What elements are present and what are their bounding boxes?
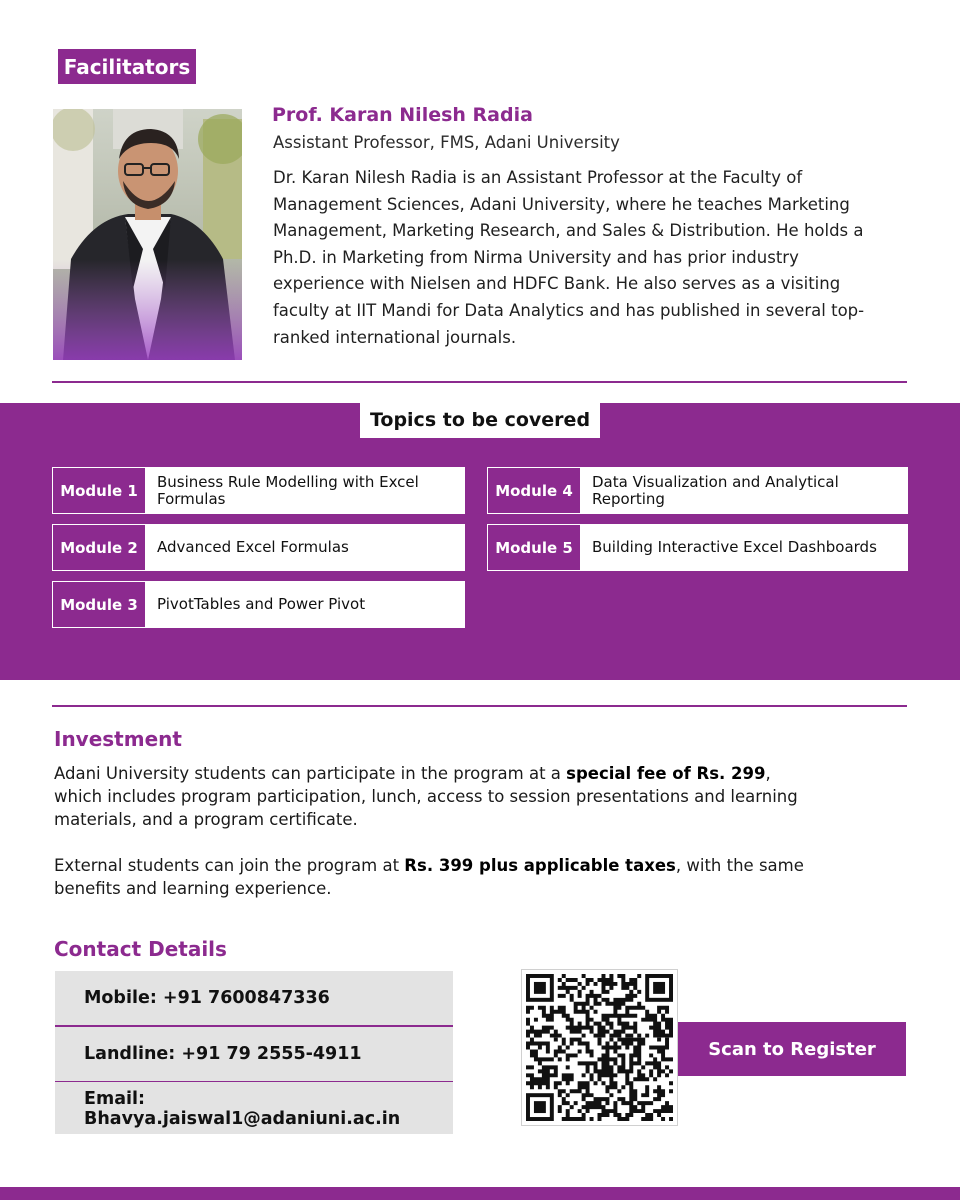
contact-email[interactable]: Email: Bhavya.jaiswal1@adaniuni.ac.in: [84, 1089, 401, 1129]
investment-fee-highlight: Rs. 399 plus applicable taxes: [404, 856, 676, 875]
investment-heading: Investment: [54, 727, 182, 751]
module-label: Module 2: [60, 538, 138, 557]
section-divider: [52, 381, 907, 383]
module-card: [487, 524, 908, 571]
module-card: [52, 467, 465, 514]
facilitator-photo: [53, 109, 242, 360]
contact-landline[interactable]: Landline: +91 79 2555-4911: [84, 1043, 362, 1064]
module-title: Building Interactive Excel Dashboards: [580, 525, 907, 570]
bottom-bar: [0, 1187, 960, 1200]
section-divider: [52, 705, 907, 707]
contact-box: [55, 971, 453, 1134]
module-title: Business Rule Modelling with Excel Formulas: [145, 468, 464, 513]
scan-to-register-button[interactable]: Scan to Register: [678, 1022, 906, 1076]
module-label: Module 5: [495, 538, 573, 557]
module-title: PivotTables and Power Pivot: [145, 582, 464, 627]
facilitator-name: Prof. Karan Nilesh Radia: [272, 104, 533, 126]
module-label: Module 1: [60, 481, 138, 500]
topics-heading: Topics to be covered: [360, 402, 600, 438]
investment-paragraph-2: [54, 854, 814, 900]
facilitator-role: Assistant Professor, FMS, Adani University: [273, 133, 620, 152]
module-card: [487, 467, 908, 514]
module-card: [52, 581, 465, 628]
investment-fee-highlight: special fee of Rs. 299: [566, 764, 766, 783]
investment-text: External students can join the program at: [54, 856, 405, 875]
contact-heading: Contact Details: [54, 937, 227, 961]
module-label: Module 3: [60, 595, 138, 614]
investment-text: , with the same benefits and learning experience.: [54, 856, 804, 898]
module-title: Advanced Excel Formulas: [145, 525, 464, 570]
facilitators-heading: Facilitators: [58, 49, 196, 84]
facilitator-bio: Dr. Karan Nilesh Radia is an Assistant Professor at the Faculty of Management Sciences, Adani University, where he teaches Marketing Management, Marketing Research, and Sales & Distribution. He holds a Ph.D. in Marketing from Nirma University and has prior industry experience with Nielsen and HDFC Bank. He also serves as a visiting faculty at IIT Mandi for Data Analytics and has published in several top-ranked international journals.: [273, 168, 865, 347]
investment-paragraph-1: [54, 762, 814, 831]
register-qr-code[interactable]: [521, 969, 678, 1126]
investment-text: Adani University students can participate in the program at a: [54, 764, 567, 783]
investment-text: , which includes program participation, lunch, access to session presentations and learning materials, and a program certificate.: [54, 764, 798, 829]
module-label: Module 4: [495, 481, 573, 500]
contact-mobile[interactable]: Mobile: +91 7600847336: [84, 988, 330, 1008]
module-card: [52, 524, 465, 571]
module-title: Data Visualization and Analytical Reporting: [580, 468, 907, 513]
